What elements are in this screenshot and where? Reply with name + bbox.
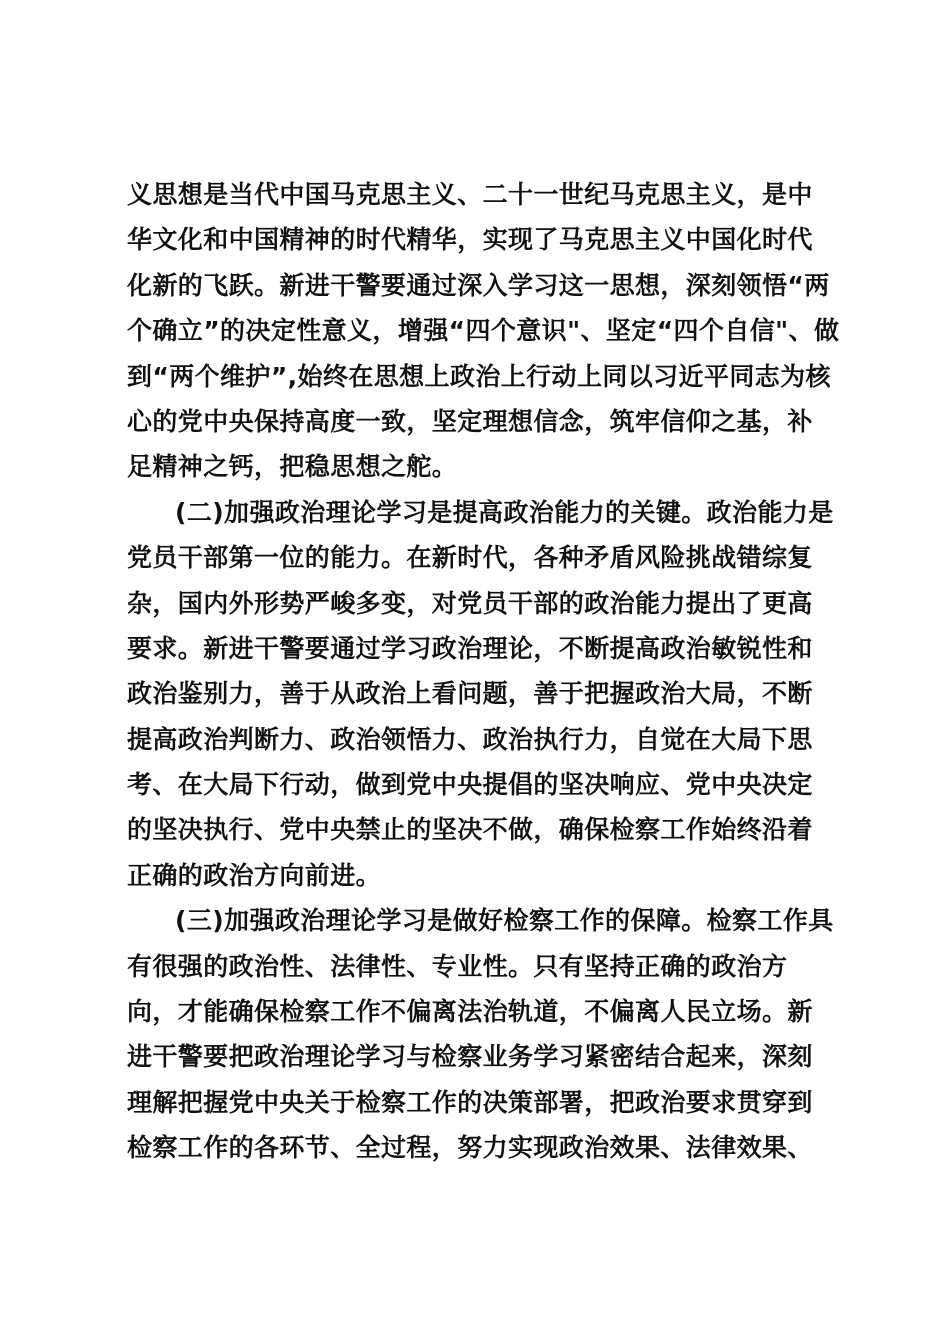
paragraph-line: 向，才能确保检察工作不偏离法治轨道，不偏离人民立场。新 [127,997,813,1027]
paragraph-line: 足精神之钙，把稳思想之舵。 [127,452,458,482]
paragraph-line: 化新的飞跃。新进干警要通过深入学习这一思想，深刻领悟“两 [127,270,830,300]
paragraph-line: 到“两个维护”,始终在思想上政治上行动上同以习近平同志为核 [127,361,831,391]
paragraph-line: 理解把握党中央关于检察工作的决策部署，把政治要求贯穿到 [127,1087,813,1117]
paragraph-2 [127,490,834,899]
paragraph-3 [127,898,834,1170]
paragraph-line: 提高政治判断力、政治领悟力、政治执行力，自觉在大局下思 [127,724,813,754]
paragraph-line: 检察工作的各环节、全过程，努力实现政治效果、法律效果、 [127,1133,813,1163]
paragraph-1 [127,172,840,490]
paragraph-line: 进干警要把政治理论学习与检察业务学习紧密结合起来，深刻 [127,1042,813,1072]
paragraph-line: 华文化和中国精神的时代精华，实现了马克思主义中国化时代 [127,225,813,255]
paragraph-line: 党员干部第一位的能力。在新时代，各种矛盾风险挑战错综复 [127,543,813,573]
paragraph-line: 的坚决执行、党中央禁止的坚决不做，确保检察工作始终沿着 [127,815,813,845]
paragraph-line: 杂，国内外形势严峻多变，对党员干部的政治能力提出了更高 [127,588,813,618]
paragraph-heading-line: (三)加强政治理论学习是做好检察工作的保障。检察工作具 [175,906,834,936]
paragraph-line: 个确立”的决定性意义，增强“四个意识"、坚定“四个自信"、做 [127,316,840,346]
paragraph-line: 考、在大局下行动，做到党中央提倡的坚决响应、党中央决定 [127,770,813,800]
paragraph-heading-line: (二)加强政治理论学习是提高政治能力的关键。政治能力是 [175,497,834,527]
paragraph-line: 心的党中央保持高度一致，坚定理想信念，筑牢信仰之基，补 [127,406,813,436]
paragraph-line: 正确的政治方向前进。 [127,860,382,890]
document-body [127,172,840,1171]
paragraph-line: 政治鉴别力，善于从政治上看问题，善于把握政治大局，不断 [127,679,813,709]
paragraph-line: 义思想是当代中国马克思主义、二十一世纪马克思主义，是中 [127,180,813,209]
paragraph-line: 有很强的政治性、法律性、专业性。只有坚持正确的政治方 [127,951,788,981]
paragraph-line: 要求。新进干警要通过学习政治理论，不断提高政治敏锐性和 [127,633,813,663]
